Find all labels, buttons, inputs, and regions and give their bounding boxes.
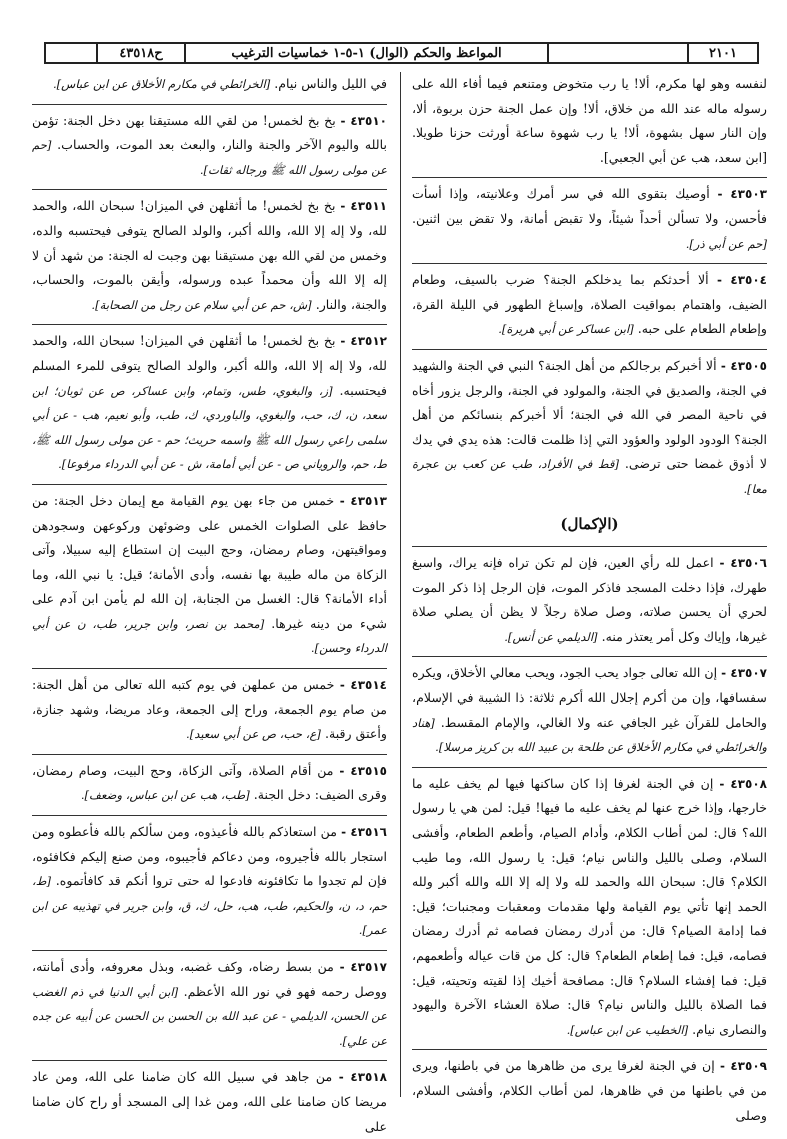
hadith-entry: [32, 815, 387, 943]
section-title: (الإكمال): [560, 514, 619, 533]
hadith-text: بخ بخ لخمس! ما أثقلهن في الميزان! سبحان الله، والحمد لله، ولا إله إلا الله، والله أكبر، والولد الصالح يتوفى للمرء المسلم فيحتسبه.: [32, 333, 387, 398]
hadith-source: [حم عن أبي ذر].: [685, 236, 767, 251]
hadith-source: [هناد والخرائطي في مكارم الأخلاق عن طلحة بن عبيد الله بن كريز مرسلا].: [412, 715, 767, 755]
header-spacer-left: [46, 44, 96, 62]
column-divider: [400, 72, 401, 1097]
hadith-number: ٤٣٥٠٦ -: [719, 556, 767, 571]
hadith-source: [الديلمي عن أنس].: [504, 629, 598, 644]
hadith-text: ألا أحدثكم بما يدخلكم الجنة؟ ضرب بالسيف، وطعام الضيف، واهتمام بمواقيت الصلاة، وإسباغ الطهور في الليلة القرة، وإطعام الطعام على حبه.: [412, 272, 767, 337]
hadith-number: ٤٣٥١٢ -: [340, 334, 387, 349]
hadith-text: خمس من جاء بهن يوم القيامة مع إيمان دخل الجنة: من حافظ على الصلوات الخمس على وضوئهن وركوعهن وسجودهن ومواقيتهن، وصام رمضان، وحج البيت إن استطاع إليه سبيلا، وآتى الزكاة من ماله طيبة بها نفسه، وأدى الأمانة؛ قيل: يا نبي الله، وما أداء الأمانة؟ قال: الغسل من الجنابة، إن الله لم يأمن ابن آدم على شيء من دينه غيرها.: [32, 492, 388, 631]
hadith-number: ٤٣٥١٨ -: [338, 1070, 387, 1085]
hadith-number: ٤٣٥١١ -: [340, 199, 387, 214]
hadith-number: ٤٣٥٠٩ -: [719, 1059, 767, 1074]
hadith-number: ٤٣٥٠٣ -: [717, 187, 767, 202]
hadith-text: بخ بخ لخمس! ما أثقلهن في الميزان! سبحان الله، والحمد لله، ولا إله إلا الله، والله أكبر، والولد الصالح يتوفى فيحتسبه والده، وخمس من لقي الله بهن مستيقنا بهن وجبت له الجنة: من شهد أن لا إله إلا الله وأن محمداً عبده ورسوله، وأيقن بالموت، والحساب، والجنة، والنار.: [32, 198, 387, 312]
hadith-text: خمس من عملهن في يوم كتبه الله تعالى من أهل الجنة: من صام يوم الجمعة، وراح إلى الجمعة، وعاد مريضا، وشهد جنازة، وأعتق رقبة.: [32, 677, 387, 742]
header-spacer: [547, 44, 687, 62]
hadith-text: أوصيك بتقوى الله في سر أمرك وعلانيته، وإذا أسأت فأحسن، ولا تسألن أحداً شيئاً، ولا تقبض أمانة، ولا تقض بين اثنين.: [412, 186, 767, 226]
hadith-text: من جاهد في سبيل الله كان ضامنا على الله، ومن عاد مريضا كان ضامنا على الله، ومن غدا إلى المسجد أو راح كان ضامنا على: [32, 1069, 387, 1134]
left-column: [32, 72, 388, 1134]
hadith-number: ٤٣٥١٦ -: [341, 825, 387, 840]
hadith-text: اعمل لله رأي العين، فإن لم تكن تراه فإنه يراك، واسبغ طهرك، فإذا دخلت المسجد فاذكر الموت، فإن الرجل إذا ذكر الموت لحري أن يحسن صلاته، وصل صلاة رجلاً لا يظن أن يصلي صلاة غيرها، وإياك وكل أمر يعتذر منه.: [412, 555, 767, 644]
hadith-entry: [32, 950, 387, 1053]
hadith-text: إن في الجنة لغرفا إذا كان ساكنها فيها لم يخف عليه ما خارجها، وإذا خرج عنها لم يخف عليه ما فيها! قيل: لمن هي يا رسول الله؟ قال: لمن أطاب الكلام، وأدام الصيام، وأطعم الطعام، وأفشى السلام، وصلى بالليل والناس نيام؛ قيل: يا رسول الله، وما طيب الكلام؟ قال: سبحان الله والحمد لله ولا إله إلا الله والله أكبر ولله الحمد إنها تأتي يوم القيامة ولها مقدمات ومعقبات ومجنبات؛ قيل: فما إدامة الصيام؟ قال: من أدرك رمضان فصامه ثم أدرك رمضان فصامه، قيل: فما إطعام الطعام؟ قال: كل من قات عياله وأطعمهم، قيل: فما إفشاء السلام؟ قال: مصافحة أخيك إذا لقيته وتحيته، قيل: فما الصلاة بالليل والناس نيام؟ قال: صلاة العشاء الآخرة واليهود والنصارى نيام.: [412, 775, 767, 1037]
hadith-entry: [32, 104, 387, 183]
hadith-source: [ش، حم عن أبي سلام عن رجل من الصحابة].: [91, 297, 312, 312]
hadith-source: [طب، هب عن ابن عباس، وضعف].: [80, 788, 250, 803]
hadith-source: [ابن عساكر عن أبي هريرة].: [498, 322, 634, 337]
right-column: [412, 72, 768, 1123]
hadith-source: [قط في الأفراد، طب عن كعب بن عجرة معا].: [412, 457, 767, 496]
hadith-number: ٤٣٥٠٨ -: [719, 776, 767, 791]
continued-text: لنفسه وهو لها مكرم، ألا! يا رب متخوض ومتنعم فيما أفاء الله على رسوله ماله عند الله من خلاق، ألا! وإن عمل الجنة حزن بربوة، ألا، وإن النار سهل بشهوة، ألا! يا رب شهوة ساعة أورثت حزنا طويلا. [ابن سعد، هب عن أبي الجعبي].: [412, 76, 767, 165]
hadith-entry: [32, 324, 387, 477]
entry-list: [32, 104, 387, 1139]
hadith-entry: [412, 767, 767, 1043]
hadith-text: إن الله تعالى جواد يحب الجود، ويحب معالي الأخلاق، ويكره سفسافها، وإن من أكرم إجلال الله أكرم ثلاثة: ذا الشيبة في الإسلام، والحامل للقرآن غير الجافي عنه ولا الغالي، والإمام المقسط.: [412, 665, 767, 730]
hadith-entry: [412, 177, 767, 256]
entry-list-supplement: [412, 546, 767, 1128]
hadith-text: من بسط رضاه، وكف غضبه، وبذل معروفه، وأدى أمانته، ووصل رحمه فهو في نور الله الأعظم.: [32, 959, 387, 999]
hadith-source: [محمد بن نصر، وابن جرير، طب، ن عن أبي الدرداء وحسن].: [32, 616, 387, 656]
hadith-entry: [32, 189, 387, 317]
entry-list: [412, 177, 767, 501]
hadith-number: ٤٣٥١٧ -: [339, 960, 387, 974]
hadith-text: من أقام الصلاة، وآتى الزكاة، وحج البيت، وصام رمضان، وقرى الضيف: دخل الجنة.: [32, 762, 387, 803]
hadith-entry: [412, 656, 767, 759]
hadith-text: من استعاذكم بالله فأعيذوه، ومن سألكم بالله فأعطوه ومن استجار بالله فأجيروه، ومن دعاكم فأجيبوه، ومن صنع إليكم فكافئوه، فإن لم تجدوا ما تكافئونه فادعوا له حتى تروا أنكم قد كافأتموه.: [32, 824, 387, 889]
hadith-number: ٤٣٥١٠ -: [340, 113, 387, 128]
hadith-text: ألا أخبركم برجالكم من أهل الجنة؟ النبي في الجنة والشهيد في الجنة، والصديق في الجنة، والمولود في الجنة، والرجل يزور أخاه في ناحية المصر في الله في الجنة؛ ألا أخبركم بنسائكم من أهل الجنة؟ الودود الولود والعؤود التي إذا ظلمت قالت: هذه يدي في يدك لا أذوق غمضا حتى ترضى.: [412, 357, 768, 472]
hadith-source: [الخطيب عن ابن عباس].: [566, 1022, 689, 1037]
continued-text: في الليل والناس نيام. [الخرائطي في مكارم الأخلاق عن ابن عباس].: [52, 76, 387, 91]
hadith-range: ح٤٣٥١٨: [96, 44, 184, 62]
running-title: المواعظ والحكم (الوال) ١-٥-١ خماسيات الترغيب: [184, 44, 547, 62]
hadith-text: إن في الجنة لغرفا يرى من ظاهرها من في باطنها، ويرى من في باطنها من في ظاهرها، لمن أطاب الكلام، وأفشى السلام، وصلى: [412, 1058, 767, 1123]
hadith-entry: [32, 1060, 387, 1139]
hadith-text: بخ بخ لخمس! من لقي الله مستيقنا بهن دخل الجنة: تؤمن بالله واليوم الآخر والجنة والنار، والبعث بعد الموت، والحساب.: [32, 112, 387, 153]
hadith-number: ٤٣٥٠٧ -: [721, 666, 767, 681]
hadith-number: ٤٣٥١٤ -: [339, 678, 387, 693]
hadith-entry: [32, 754, 387, 808]
hadith-entry: [412, 263, 767, 342]
hadith-source: [ز، والبغوي، طس، وتمام، وابن عساكر، ص عن ثوبان؛ ابن سعد، ن، ك، حب، والبغوي، والباوردي، ك، طب، وأبو نعيم، هب - عن أبي سلمى راعي رسول الله ﷺ واسمه حريث؛ حم - عن مولى رسول الله ﷺ، ط، حم، والروياني ص - عن أبي أمامة، ش - عن أبي الدرداء مرفوعا].: [32, 383, 387, 472]
hadith-entry: [32, 668, 387, 747]
hadith-source: [ابن أبي الدنيا في ذم الغضب عن الحسن، الديلمي - عن عبد الله بن الحسن بن الحسن عن أبيه عن جده عن علي].: [32, 984, 387, 1048]
hadith-source: [ط، حم، د، ن، والحكيم، طب، هب، حل، ك، ق، وابن جرير في تهذيبه عن ابن عمر].: [32, 874, 387, 938]
hadith-number: ٤٣٥٠٤ -: [716, 273, 767, 288]
hadith-number: ٤٣٥٠٥ -: [720, 358, 767, 373]
page-header: [44, 42, 759, 64]
page-number: ٢١٠١: [687, 44, 757, 62]
hadith-source: [حم عن مولى رسول الله ﷺ ورجاله ثقات].: [32, 138, 387, 177]
hadith-number: ٤٣٥١٣ -: [339, 493, 387, 508]
hadith-entry: [412, 1049, 767, 1128]
hadith-entry: [412, 546, 767, 649]
hadith-source: [ع، حب، ص عن أبي سعيد].: [186, 727, 321, 742]
hadith-entry: [412, 349, 767, 502]
hadith-number: ٤٣٥١٥ -: [339, 763, 387, 778]
hadith-entry: [32, 484, 387, 661]
